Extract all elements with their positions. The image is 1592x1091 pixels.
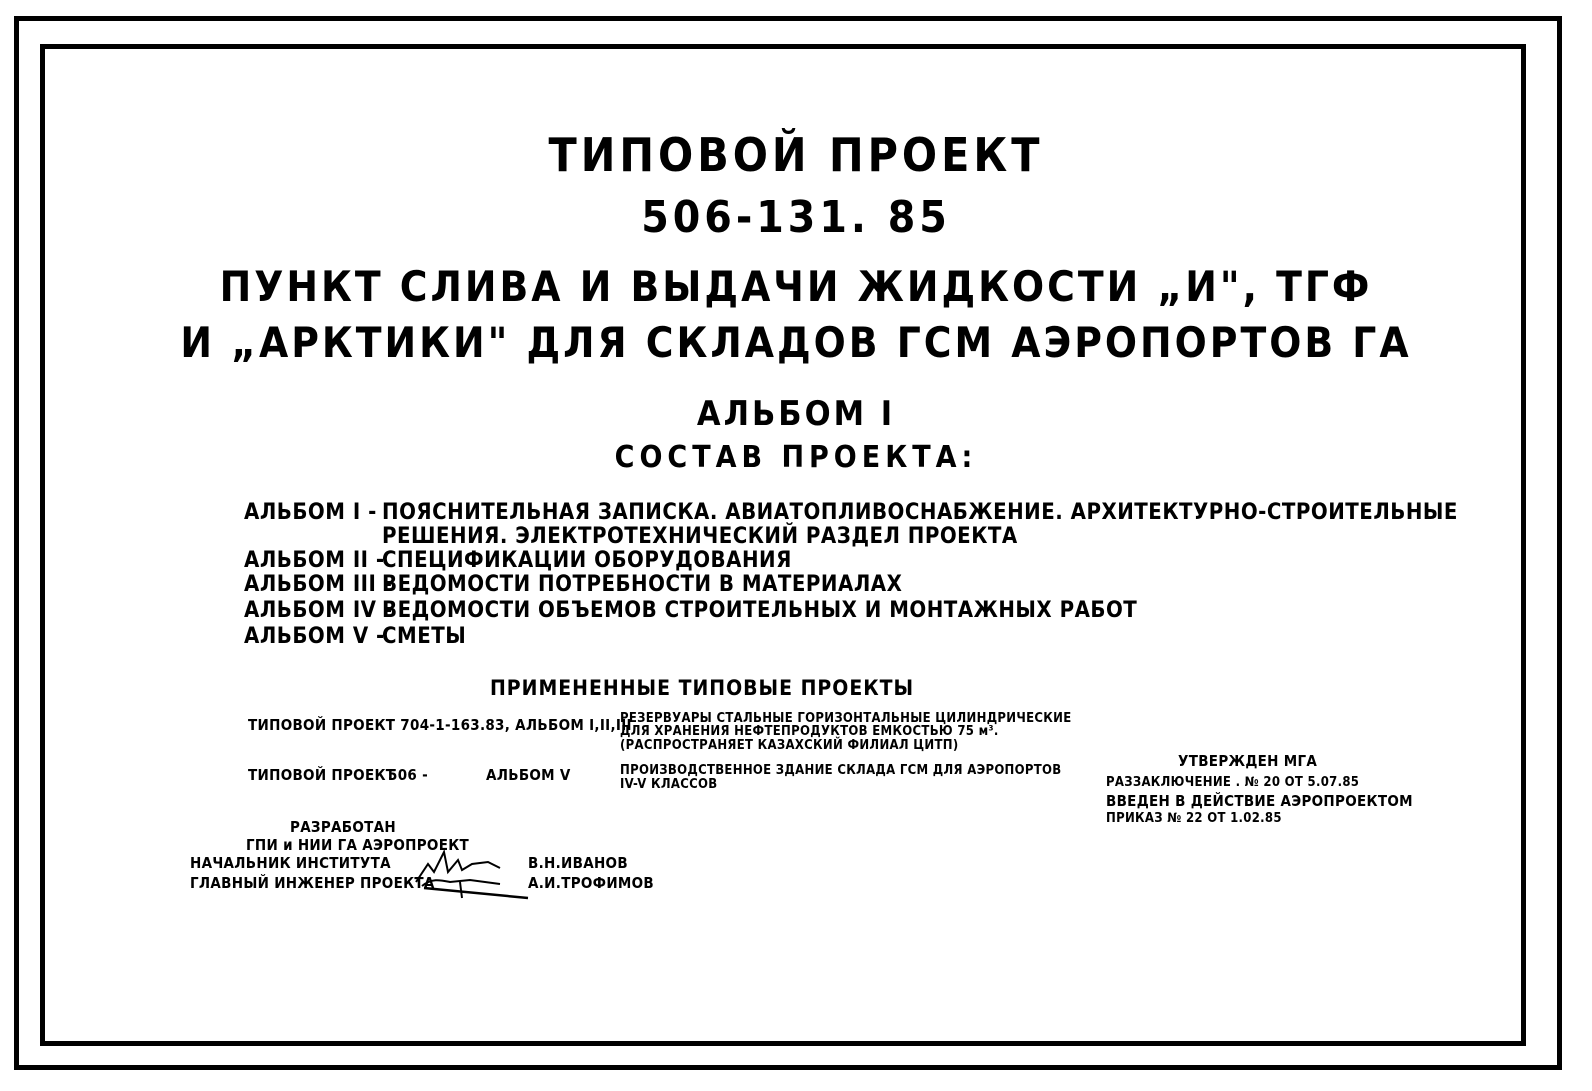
- album-3-text: ВЕДОМОСТИ ПОТРЕБНОСТИ В МАТЕРИАЛАХ: [382, 572, 903, 597]
- album-5-label: АЛЬБОМ V -: [244, 624, 385, 649]
- album-2-text: СПЕЦИФИКАЦИИ ОБОРУДОВАНИЯ: [382, 548, 792, 573]
- signatures: [410, 842, 540, 906]
- role-head-of-institute: НАЧАЛЬНИК ИНСТИТУТА: [190, 854, 391, 872]
- project-name-line2: И „АРКТИКИ" ДЛЯ СКЛАДОВ ГСМ АЭРОПОРТОВ ГА: [180, 318, 1412, 367]
- applied-row1-desc1: РЕЗЕРВУАРЫ СТАЛЬНЫЕ ГОРИЗОНТАЛЬНЫЕ ЦИЛИНДРИЧЕСКИЕ: [620, 711, 1072, 726]
- name-head-of-institute: В.Н.ИВАНОВ: [528, 854, 628, 872]
- album-3-label: АЛЬБОМ III -: [244, 572, 393, 597]
- applied-row1-desc2: ДЛЯ ХРАНЕНИЯ НЕФТЕПРОДУКТОВ ЕМКОСТЬЮ 75 м³.: [620, 724, 999, 739]
- album-1-text: ПОЯСНИТЕЛЬНАЯ ЗАПИСКА. АВИАТОПЛИВОСНАБЖЕНИЕ. АРХИТЕКТУРНО-СТРОИТЕЛЬНЫЕ: [382, 500, 1458, 525]
- approval-line4: ПРИКАЗ № 22 ОТ 1.02.85: [1106, 811, 1282, 826]
- album-4-label: АЛЬБОМ IV -: [244, 598, 393, 623]
- applied-row2-desc2: IV-V КЛАССОВ: [620, 777, 718, 792]
- album-1-text-cont: РЕШЕНИЯ. ЭЛЕКТРОТЕХНИЧЕСКИЙ РАЗДЕЛ ПРОЕКТА: [382, 524, 1018, 549]
- developer-org: ГПИ и НИИ ГА АЭРОПРОЕКТ: [246, 836, 470, 854]
- project-number: 506-131. 85: [641, 192, 951, 243]
- role-chief-engineer: ГЛАВНЫЙ ИНЖЕНЕР ПРОЕКТА: [190, 874, 435, 892]
- applied-row1-ref: ТИПОВОЙ ПРОЕКТ 704-1-163.83, АЛЬБОМ I,II,III: [248, 716, 632, 734]
- applied-row2-ref: ТИПОВОЙ ПРОЕКТ: [248, 766, 396, 784]
- album-5-text: СМЕТЫ: [382, 624, 467, 649]
- signature-underline: [424, 888, 528, 898]
- approval-line2: РАЗЗАКЛЮЧЕНИЕ . № 20 ОТ 5.07.85: [1106, 775, 1360, 790]
- album-4-text: ВЕДОМОСТИ ОБЪЕМОВ СТРОИТЕЛЬНЫХ И МОНТАЖНЫХ РАБОТ: [382, 598, 1138, 623]
- project-name-line1: ПУНКТ СЛИВА И ВЫДАЧИ ЖИДКОСТИ „И", ТГФ: [219, 262, 1373, 311]
- name-chief-engineer: А.И.ТРОФИМОВ: [528, 874, 655, 892]
- album-heading: АЛЬБОМ I: [696, 394, 896, 434]
- approval-line1: УТВЕРЖДЕН МГА: [1178, 752, 1318, 770]
- applied-heading: ПРИМЕНЕННЫЕ ТИПОВЫЕ ПРОЕКТЫ: [490, 676, 915, 700]
- approval-line3: ВВЕДЕН В ДЕЙСТВИЕ АЭРОПРОЕКТОМ: [1106, 792, 1413, 810]
- signature-head-of-institute: [416, 852, 500, 882]
- applied-row2-album: АЛЬБОМ V: [486, 766, 571, 784]
- composition-heading: СОСТАВ ПРОЕКТА:: [614, 440, 978, 475]
- applied-row2-desc1: ПРОИЗВОДСТВЕННОЕ ЗДАНИЕ СКЛАДА ГСМ ДЛЯ АЭРОПОРТОВ: [620, 763, 1062, 778]
- applied-row2-number: 506 -: [388, 766, 428, 784]
- album-2-label: АЛЬБОМ II -: [244, 548, 385, 573]
- applied-row1-desc3: (РАСПРОСТРАНЯЕТ КАЗАХСКИЙ ФИЛИАЛ ЦИТП): [620, 738, 959, 753]
- album-1-label: АЛЬБОМ I -: [244, 500, 377, 525]
- developed-heading: РАЗРАБОТАН: [290, 818, 396, 836]
- doc-title: ТИПОВОЙ ПРОЕКТ: [548, 128, 1044, 182]
